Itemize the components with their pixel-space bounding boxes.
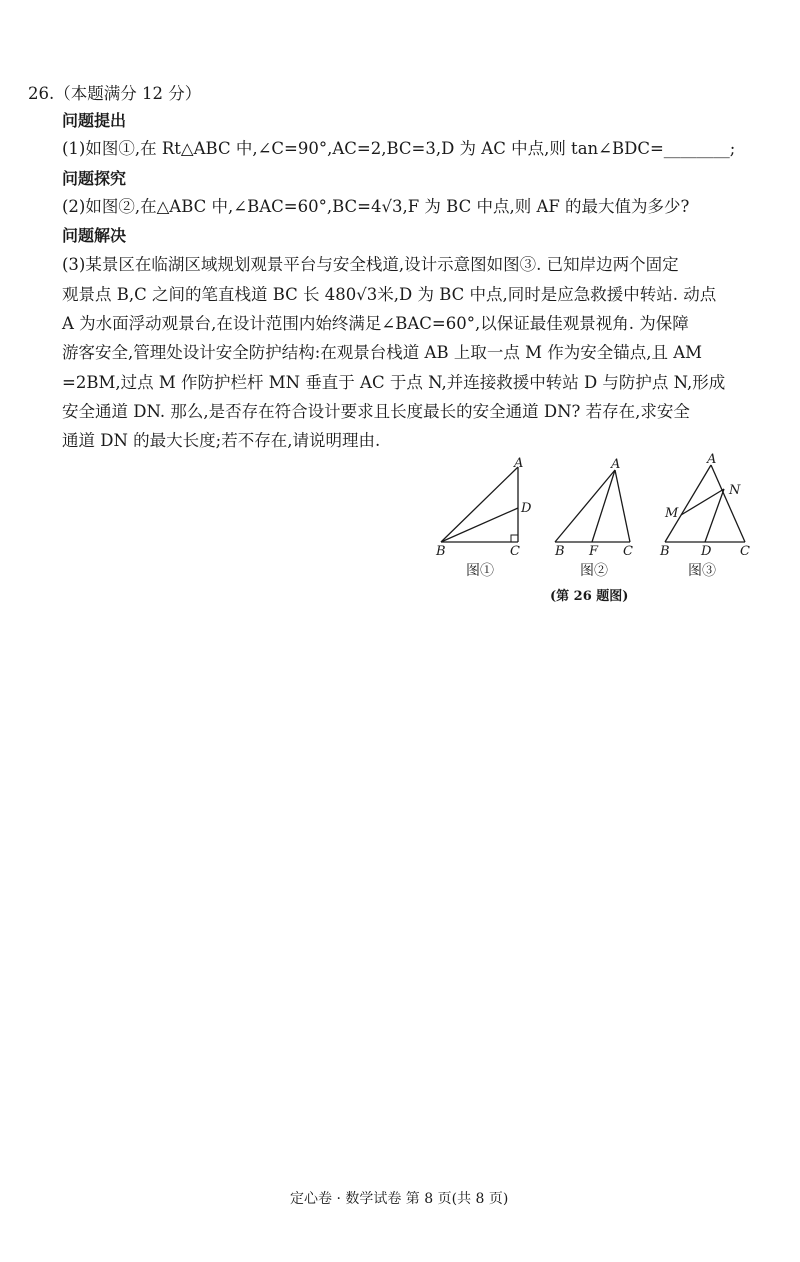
fig3-label-a: A [707,452,717,467]
fig2-segment-ac [615,470,630,542]
fig1-segment-bd [441,508,518,542]
fig2-label-b: B [555,544,565,559]
figure-1 [425,455,540,560]
section-heading-2: 问题探究 [62,169,127,188]
question-part-1: (1)如图①,在 Rt△ABC 中,∠C=90°,AC=2,BC=3,D 为 AC 中点,则 tan∠BDC=________; [62,139,736,158]
figure-title: (第 26 题图) [550,589,629,604]
fig3-segment-nd [705,489,724,542]
fig1-segment-ba [441,467,518,542]
fig3-label-b: B [660,544,670,559]
fig2-caption: 图② [580,563,608,579]
fig1-caption: 图① [466,563,494,579]
fig1-right-angle-mark [511,535,518,542]
fig3-label-c: C [740,544,750,559]
question-part-3-line-4: 游客安全,管理处设计安全防护结构:在观景台栈道 AB 上取一点 M 作为安全锚点,且 AM [62,343,703,362]
question-part-3-line-2: 观景点 B,C 之间的笔直栈道 BC 长 480√3米,D 为 BC 中点,同时是应急救援中转站. 动点 [62,285,717,304]
fig1-label-a: A [514,456,524,471]
fig3-segment-ac [711,465,745,542]
question-part-2: (2)如图②,在△ABC 中,∠BAC=60°,BC=4√3,F 为 BC 中点,则 AF 的最大值为多少? [62,197,690,216]
section-heading-3: 问题解决 [62,226,127,245]
fig2-label-f: F [589,544,599,559]
fig3-label-d: D [701,544,712,559]
page-footer: 定心卷 · 数学试卷 第 8 页(共 8 页) [290,1191,509,1207]
question-number: 26.（本题满分 12 分） [28,84,202,103]
fig3-segment-ba [665,465,711,542]
question-part-3-line-5: =2BM,过点 M 作防护栏杆 MN 垂直于 AC 于点 N,并连接救援中转站 D 与防护点 N,形成 [62,373,726,392]
fig2-segment-af [592,470,615,542]
fig1-label-d: D [521,501,532,516]
question-part-3-line-1: (3)某景区在临湖区域规划观景平台与安全栈道,设计示意图如图③. 已知岸边两个固定 [62,255,679,274]
fig2-label-a: A [611,457,621,472]
fig1-label-b: B [436,544,446,559]
fig2-label-c: C [623,544,633,559]
fig1-label-c: C [510,544,520,559]
fig3-label-n: N [729,483,741,498]
section-heading-1: 问题提出 [62,111,127,130]
fig3-caption: 图③ [688,563,716,579]
fig2-segment-ba [555,470,615,542]
figure-3 [655,450,760,560]
fig3-label-m: M [665,506,679,521]
question-part-3-line-6: 安全通道 DN. 那么,是否存在符合设计要求且长度最长的安全通道 DN? 若存在,求安全 [62,402,690,421]
fig3-segment-mn [681,489,724,515]
question-part-3-line-3: A 为水面浮动观景台,在设计范围内始终满足∠BAC=60°,以保证最佳观景视角. 为保障 [62,314,689,333]
question-part-3-line-7: 通道 DN 的最大长度;若不存在,请说明理由. [62,431,381,450]
figure-2 [545,455,650,560]
